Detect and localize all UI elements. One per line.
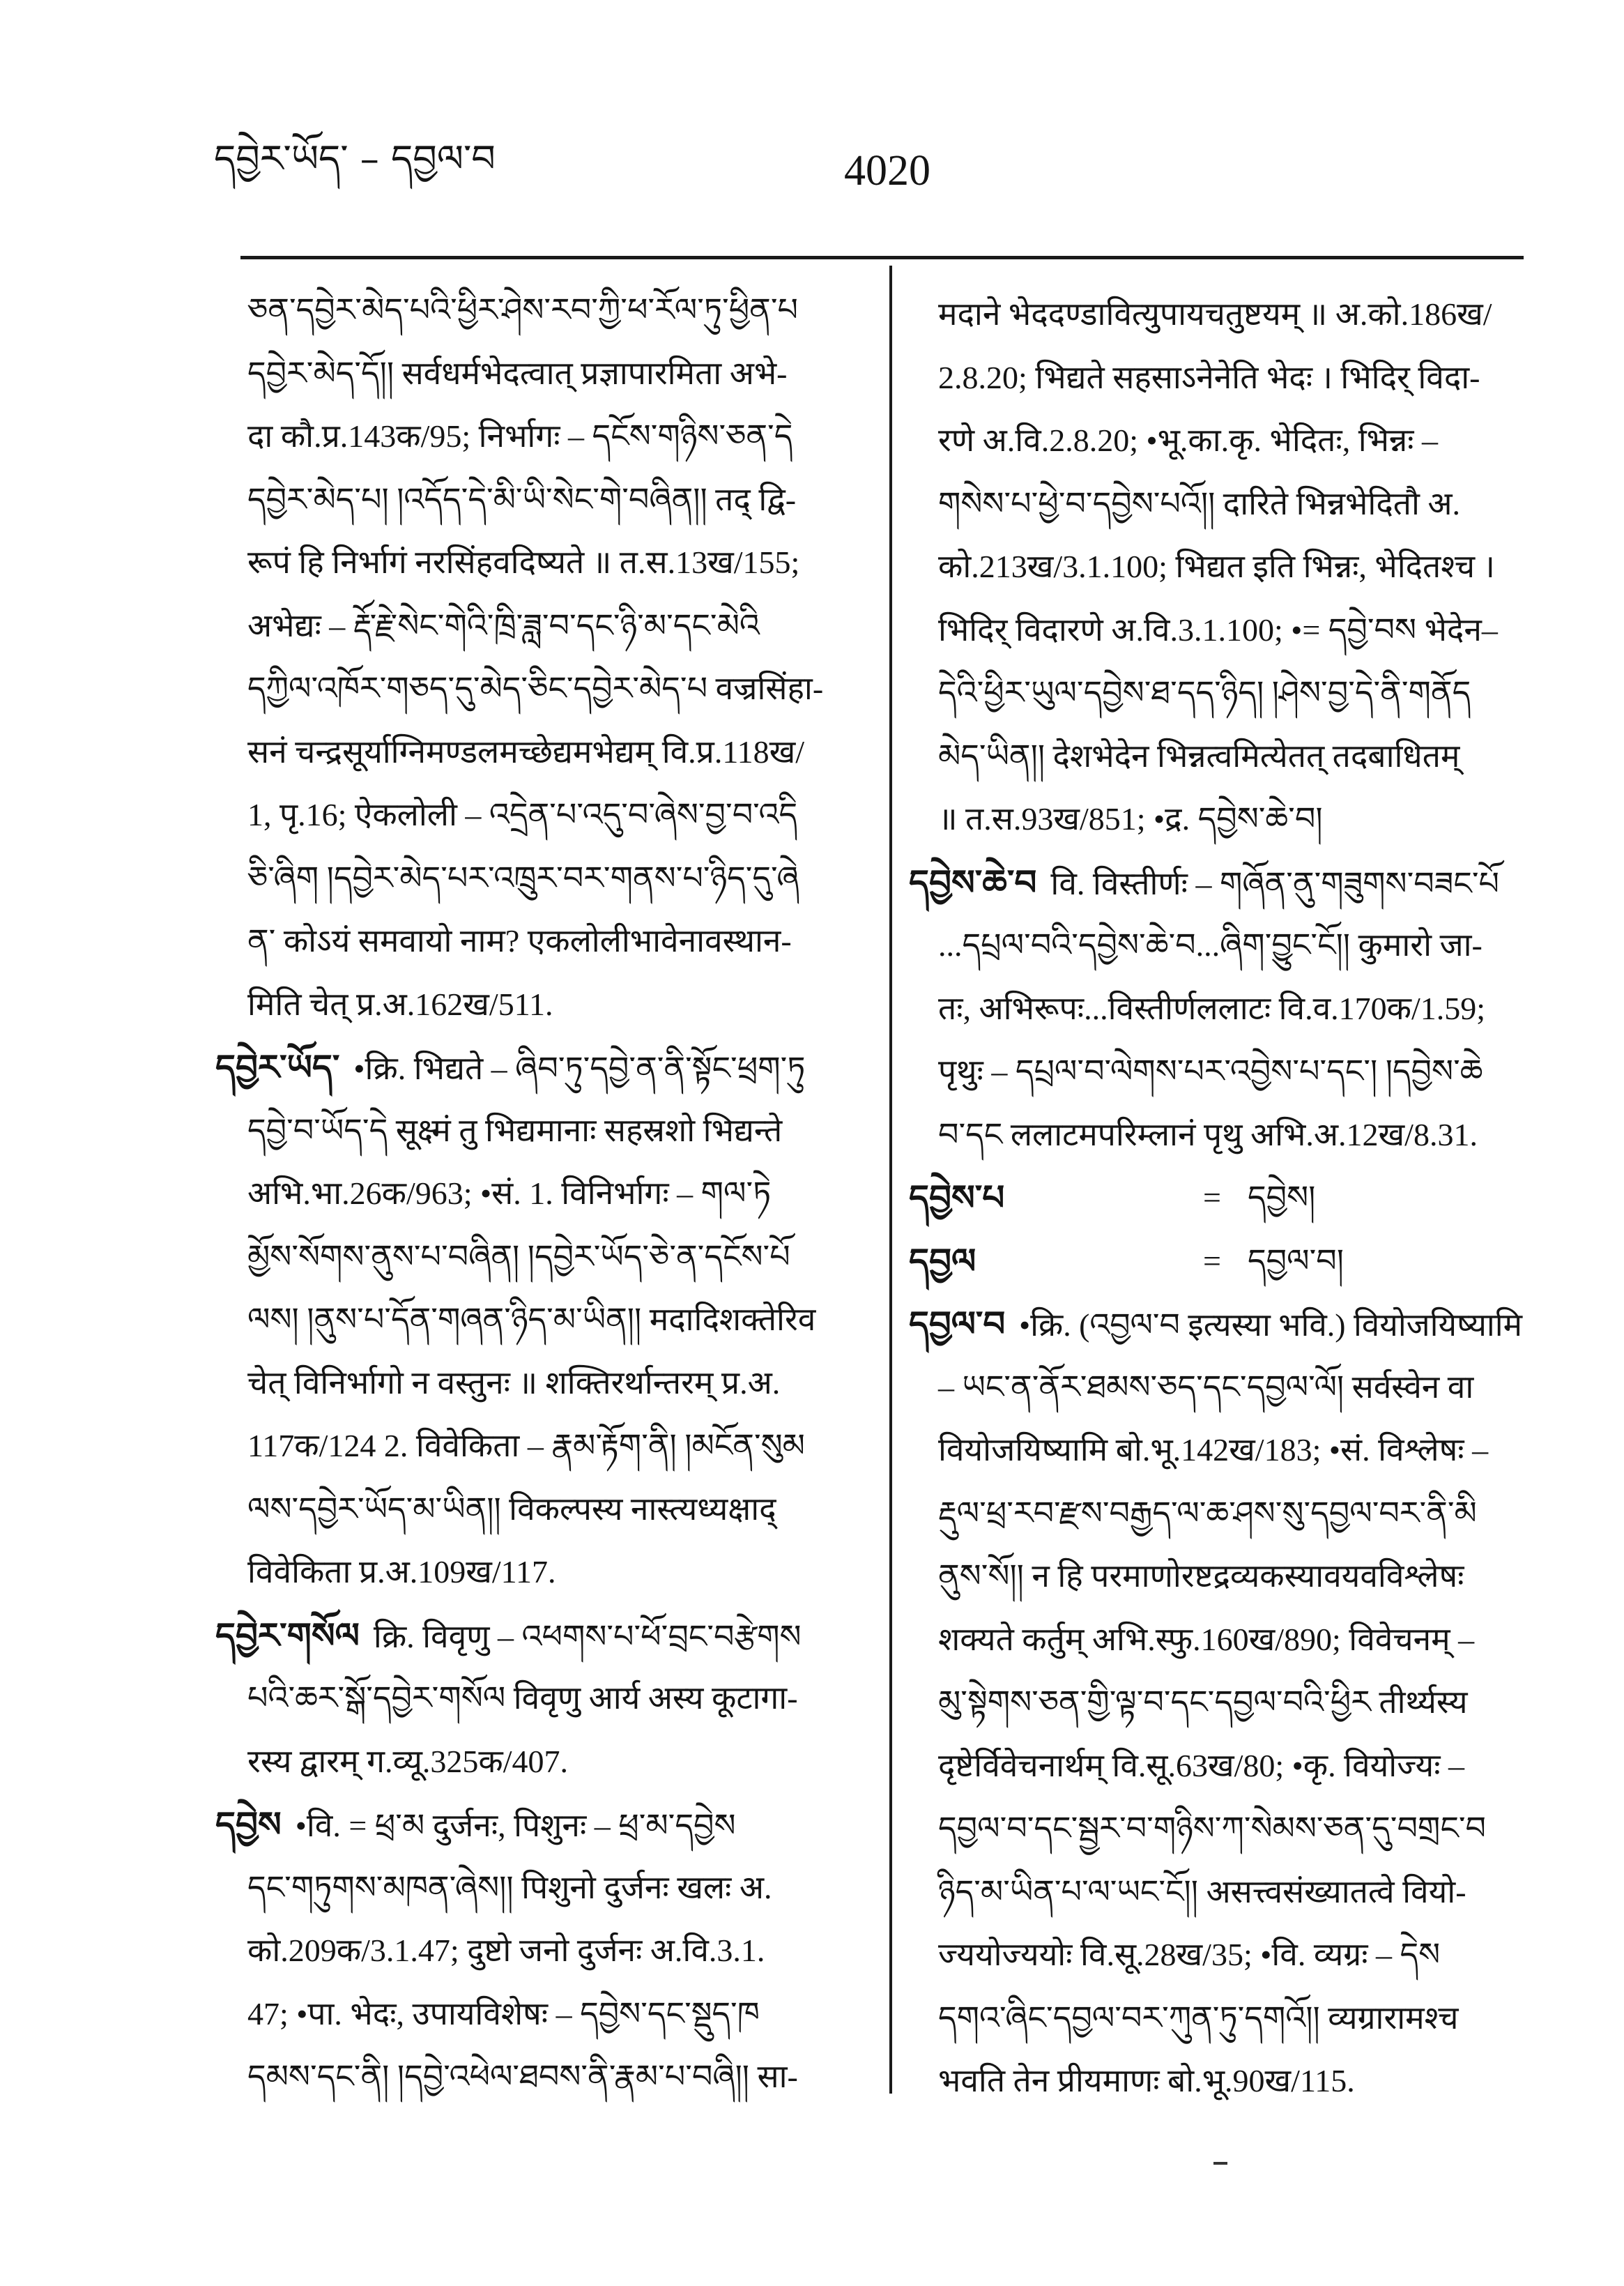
entry-line [213, 2045, 871, 2109]
entry-text: वियोजयिष्यामि बो.भू.142ख/183; •सं. विश्लेषः – [938, 1432, 1489, 1468]
entry-line [213, 1667, 871, 1730]
line-content [247, 973, 553, 1037]
line-content [938, 725, 1460, 788]
entry-line [906, 1608, 1524, 1672]
entry-text: दा कौ.प्र.143क/95; निर्भागः – དངོས་གཉིས་ཅན་དེ [247, 418, 793, 454]
entry-line [213, 1352, 871, 1415]
entry-line [213, 1478, 871, 1541]
entry-text: सनं चन्द्रसूर्याग्निमण्डलमच्छेद्यमभेद्यम् वि.प्र.118ख/ [247, 733, 805, 770]
line-content [938, 1797, 1486, 1861]
entry-text: भिदिर् विदारणे अ.वि.3.1.100; •= དབྱེ་བས भेदेन– [938, 611, 1498, 648]
entry-headword: དབྱེས་ཆེ་བ [909, 861, 1037, 903]
entry-text: རྡུལ་ཕྲ་རབ་རྫས་བརྒྱད་ལ་ཆ་ཤས་སུ་དབྱལ་བར་ནི་མི [938, 1495, 1477, 1531]
entry-text: अभि.भा.26क/963; •सं. 1. विनिर्भागः – གལ་ཏེ [247, 1175, 772, 1211]
entry-line [906, 662, 1524, 725]
entry-text: पृथुः – དཔྲལ་བ་ལེགས་པར་འབྱེས་པ་དང་། །དབྱེས་ཆེ [938, 1053, 1483, 1089]
entry-text: ज्ययोज्ययोः वि.सू.28ख/35; •वि. व्यग्रः – དེས [938, 1937, 1441, 1972]
entry-text: को.209क/3.1.47; दुष्टो जनो दुर्जनः अ.वि.3.1. [247, 1933, 765, 1968]
entry-headword: དབྱེར་གསོལ [215, 1614, 360, 1656]
line-content [938, 1987, 1458, 2050]
line-content [938, 473, 1460, 536]
entry-text: གསེས་པ་ཕྱེ་བ་དབྱེས་པའོ།། दारिते भिन्नभेदितौ अ. [938, 485, 1461, 521]
entry-line [906, 599, 1524, 662]
entry-text: चेत् विनिर्भागो न वस्तुनः ॥ शक्तिरर्थान्तरम् प्र.अ. [247, 1364, 781, 1401]
entry-line [213, 1919, 871, 1983]
entry-line [213, 405, 871, 468]
entry-text: དཀྱིལ་འཁོར་གཅད་དུ་མེད་ཅིང་དབྱེར་མེད་པ वज्रसिंहा- [247, 671, 824, 706]
entry-text: དབྱལ་བ་དང་སྦྱར་བ་གཉིས་ཀ་སེམས་ཅན་དུ་བགྲང་བ [938, 1811, 1487, 1846]
entry-line [906, 346, 1524, 410]
line-content [909, 1293, 1522, 1356]
entry-line [213, 910, 871, 973]
line-content [247, 1919, 765, 1983]
line-content [247, 531, 799, 595]
line-content [938, 914, 1483, 977]
entry-line [906, 1104, 1524, 1167]
entry-headword: དབྱལ་བ [909, 1303, 1006, 1344]
entry-text: क्रि. विवृणु – འཕགས་པ་ཕོ་བྲང་བརྩེགས [373, 1618, 802, 1654]
dictionary-entry [906, 1230, 1524, 1293]
entry-text: བ་དང ललाटमपरिम्लानं पृथु अभि.अ.12ख/8.31. [938, 1116, 1478, 1152]
entry-text: मिति चेत् प्र.अ.162ख/511. [247, 986, 553, 1022]
running-head: དབྱེར་ཡོད་ – དབྱལ་བ [214, 137, 496, 181]
cross-reference-line [906, 1230, 1524, 1293]
line-content [247, 910, 792, 973]
line-content [938, 1671, 1468, 1735]
entry-line [906, 1797, 1524, 1861]
entry-text: •क्रि. (འབྱལ་བ इत्यस्या भवि.) वियोजयिष्यामि [1019, 1307, 1522, 1343]
dictionary-entry [213, 1036, 871, 1604]
line-content [938, 1040, 1483, 1104]
entry-text: ནུས་སོ།། न हि परमाणोरष्टद्रव्यकस्यावयवविश्लेषः [938, 1558, 1464, 1594]
entry-text: ཉིད་མ་ཡིན་པ་ལ་ཡང་ངོ།། असत्त्वसंख्यातत्वे वियो- [938, 1873, 1466, 1910]
line-content [247, 1983, 760, 2046]
line-content [247, 1162, 771, 1226]
entry-line [213, 721, 871, 784]
entry-text: མུ་སྟེགས་ཅན་གྱི་ལྟ་བ་དང་དབྱལ་བའི་ཕྱིར तीर्थ्यस्य [938, 1684, 1468, 1720]
xref-target: དབྱལ་བ། [1248, 1242, 1344, 1279]
entry-line [213, 1541, 871, 1604]
entry-line [213, 342, 871, 406]
entry-line [906, 725, 1524, 788]
entry-text: དབྱེ་བ་ཡོད་དེ सूक्ष्मं तु भिद्यमानाः सहस्रशो भिद्यन्ते [247, 1112, 783, 1148]
entry-text: མེད་ཡིན།། देशभेदेन भिन्नत्वमित्येतत् तदबाधितम् [938, 738, 1460, 774]
entry-text: དབྱེར་མེད་དོ།། सर्वधर्मभेदत्वात् प्रज्ञापारमिता अभे- [247, 355, 788, 391]
entry-text: भवति तेन प्रीयमाणः बो.भू.90ख/115. [938, 2063, 1355, 2098]
entry-text: ན་ कोऽयं समवायो नाम? एकलोलीभावेनावस्थान- [247, 923, 792, 959]
entry-line [213, 847, 871, 910]
entry-line [906, 1356, 1524, 1419]
page-number: 4020 [844, 147, 930, 195]
line-content [247, 657, 823, 721]
line-content [247, 1478, 776, 1541]
line-content [215, 1036, 805, 1099]
xref-equals-sign: = [1203, 1242, 1221, 1279]
line-content [938, 977, 1485, 1041]
left-column [213, 279, 871, 2114]
line-content [247, 405, 792, 468]
line-content [247, 279, 798, 342]
entry-line [906, 1923, 1524, 1987]
entry-line [906, 535, 1524, 599]
line-content [938, 662, 1471, 725]
entry-text: དབྱེར་མེད་པ། །འདོད་དེ་མི་ཡི་སེང་གེ་བཞིན།། तद् द्वि- [247, 481, 797, 517]
entry-line [213, 531, 871, 595]
line-content [938, 599, 1498, 662]
entry-headword: དབྱེས [215, 1804, 282, 1845]
entry-line [213, 973, 871, 1037]
entry-text: विवेकिता प्र.अ.109ख/117. [247, 1554, 556, 1590]
line-content [215, 1793, 736, 1857]
entry-text: मदाने भेददण्डावित्युपायचतुष्टयम् ॥ अ.को.186ख/ [938, 296, 1492, 332]
entry-first-line [213, 1793, 871, 1857]
column-divider [889, 266, 892, 2094]
scan-mark [1213, 2162, 1227, 2165]
entry-text: ལས། །ནུས་པ་དོན་གཞན་ཉིད་མ་ཡིན།། मदादिशक्तेरिव [247, 1302, 816, 1337]
entry-text: – ཡང་ན་ནོར་ཐམས་ཅད་དང་དབྱལ་ལོ། सर्वस्वेन वा [938, 1369, 1474, 1405]
right-column [906, 283, 1524, 2118]
line-content [938, 535, 1495, 599]
entry-line [213, 1288, 871, 1352]
line-content [247, 2045, 798, 2109]
entry-line [213, 279, 871, 342]
entry-text: •क्रि. भिद्यते – ཞིབ་ཏུ་དབྱེ་ན་ནི་སྟོང་ཕྲག་ཏུ [353, 1051, 806, 1086]
line-content [938, 1356, 1473, 1419]
entry-line [906, 1987, 1524, 2050]
entry-line [213, 1099, 871, 1163]
line-content [909, 851, 1499, 915]
line-content [938, 2050, 1355, 2113]
xref-target: དབྱེས། [1248, 1180, 1316, 1215]
dictionary-entry [906, 1293, 1524, 2113]
line-content [247, 342, 788, 406]
xref-equals-sign: = [1203, 1180, 1221, 1215]
entry-line [906, 1545, 1524, 1608]
line-content [247, 1352, 780, 1415]
line-content [938, 1608, 1474, 1672]
entry-text: रस्य द्वारम् ग.व्यू.325क/407. [247, 1743, 568, 1779]
entry-first-line [906, 851, 1524, 915]
entry-continuation [906, 283, 1524, 851]
entry-text: མྱོས་སོགས་ནུས་པ་བཞིན། །དབྱེར་ཡོད་ཅེ་ན་དངོས་པོ [247, 1238, 790, 1274]
line-content [938, 1104, 1478, 1167]
line-content [247, 847, 799, 910]
line-content [938, 1419, 1488, 1482]
entry-text: रणे अ.वि.2.8.20; •भू.का.कृ. भेदितः, भिन्नः – [938, 422, 1438, 458]
cross-reference-line [906, 1166, 1524, 1230]
entry-line [906, 1671, 1524, 1735]
entry-text: པའི་ཆར་སྒོ་དབྱེར་གསོལ विवृणु आर्य अस्य कूटागा- [247, 1680, 798, 1716]
line-content [247, 1667, 798, 1730]
entry-text: वि. विस्तीर्णः – གཞོན་ནུ་གཟུགས་བཟང་པོ [1050, 865, 1499, 901]
entry-text: को.213ख/3.1.100; भिद्यत इति भिन्नः, भेदितश्च । [938, 549, 1495, 584]
entry-line [906, 1735, 1524, 1798]
dictionary-entry [906, 1166, 1524, 1230]
entry-first-line [213, 1604, 871, 1668]
line-content [938, 409, 1438, 473]
entry-first-line [213, 1036, 871, 1099]
entry-line [213, 595, 871, 658]
entry-text: दृष्टेर्विवेचनार्थम् वि.सू.63ख/80; •कृ. वियोज्यः – [938, 1747, 1464, 1783]
line-content [938, 1861, 1466, 1924]
dictionary-entry [213, 1793, 871, 2109]
entry-line [906, 1040, 1524, 1104]
entry-text: शक्यते कर्तुम् अभि.स्फु.160ख/890; विवेचनम् – [938, 1621, 1475, 1657]
line-content [247, 721, 804, 784]
entry-text: तः, अभिरूपः...विस्तीर्णललाटः वि.व.170क/1.59; [938, 990, 1486, 1026]
line-content [247, 468, 796, 532]
line-content [247, 1226, 790, 1289]
entry-line [906, 1419, 1524, 1482]
line-content [247, 1857, 772, 1920]
entry-text: 47; •पा. भेदः, उपायविशेषः – དབྱེས་དང་སྡུད་ཁ [247, 1995, 760, 2032]
line-content [215, 1604, 802, 1668]
entry-text: དམས་དང་ནི། །དབྱེ་འཕེལ་ཐབས་ནི་རྣམ་པ་བཞི།། सा- [247, 2059, 798, 2094]
entry-line [906, 2050, 1524, 2113]
entry-line [906, 977, 1524, 1041]
entry-text: ཅི་ཞིག །དབྱེར་མེད་པར་འཁྲུར་བར་གནས་པ་ཉིད་དུ་ཞེ [247, 860, 799, 896]
line-content [247, 1415, 805, 1478]
entry-line [213, 1983, 871, 2046]
entry-line [213, 1857, 871, 1920]
entry-text: 2.8.20; भिद्यते सहसाऽनेनेति भेदः । भिदिर् विदा- [938, 359, 1480, 395]
line-content [938, 1545, 1464, 1608]
entry-text: •वि. = ཕྲ་མ दुर्जनः, पिशुनः – ཕྲ་མ་དབྱེས [295, 1808, 736, 1843]
entry-text: དེའི་ཕྱིར་ཡུལ་དབྱེས་ཐ་དད་ཉིད། །ཤེས་བྱ་དེ་ནི་གནོད [938, 675, 1471, 710]
xref-headword: དབྱལ [909, 1240, 976, 1281]
entry-line [906, 1861, 1524, 1924]
entry-text: रूपं हि निर्भागं नरसिंहवदिष्यते ॥ त.स.13ख/155; [247, 544, 800, 580]
header-rule [240, 256, 1524, 259]
entry-line [213, 468, 871, 532]
entry-line [213, 784, 871, 847]
entry-headword: དབྱེར་ཡོད་ [215, 1046, 340, 1088]
entry-text: ...དཔྲལ་བའི་དབྱེས་ཆེ་བ...ཞིག་བྱུང་ངོ།། कुमारो जा- [938, 927, 1483, 963]
entry-line [906, 914, 1524, 977]
entry-text: अभेद्यः – རྡོ་རྗེ་སེང་གེའི་ཁྲི་ཟླ་བ་དང་ཉི་མ་དང་མེའི [247, 607, 760, 643]
line-content [938, 346, 1480, 410]
line-content [247, 1099, 782, 1163]
entry-line [213, 1162, 871, 1226]
entry-first-line [906, 1293, 1524, 1356]
line-content [938, 1923, 1440, 1987]
entry-continuation [213, 279, 871, 1036]
entry-line [213, 1730, 871, 1794]
entry-line [906, 1482, 1524, 1546]
entry-line [906, 473, 1524, 536]
line-content [938, 1735, 1464, 1798]
entry-text: 117क/124 2. विवेकिता – རྣམ་རྟོག་ནི། །མངོན་སུམ [247, 1428, 805, 1463]
entry-line [213, 1226, 871, 1289]
line-content [247, 1541, 556, 1604]
entry-text: ལས་དབྱེར་ཡོད་མ་ཡིན།། विकल्पस्य नास्त्यध्यक्षाद् [247, 1491, 776, 1527]
entry-line [906, 283, 1524, 346]
line-content [938, 788, 1323, 851]
line-content [247, 1288, 815, 1352]
entry-text: 1, पृ.16; ऐकलोली – འདྲེན་པ་འདུ་བ་ཞེས་བྱ་བ་འདི [247, 797, 798, 832]
line-content [247, 1730, 568, 1794]
dictionary-entry [213, 1604, 871, 1794]
entry-text: ॥ त.स.93ख/851; •द्र. དབྱེས་ཆེ་བ། [938, 801, 1323, 837]
line-content [247, 595, 760, 658]
entry-line [213, 1415, 871, 1478]
entry-text: དང་གཏུགས་མཁན་ཞེས།། पिशुनो दुर्जनः खलः अ. [247, 1869, 772, 1905]
dictionary-entry [906, 851, 1524, 1167]
entry-text: དགའ་ཞིང་དབྱལ་བར་ཀུན་ཏུ་དགའོ།། व्यग्रारामश्च [938, 1999, 1459, 2036]
entry-line [906, 409, 1524, 473]
xref-headword: དབྱེས་པ [909, 1177, 1005, 1218]
entry-text: ཅན་དབྱེར་མེད་པའི་ཕྱིར་ཤེས་རབ་ཀྱི་ཕ་རོལ་ཏུ་ཕྱིན་པ [247, 292, 799, 328]
line-content [938, 283, 1492, 346]
line-content [938, 1482, 1477, 1546]
entry-line [213, 657, 871, 721]
line-content [247, 784, 797, 847]
entry-line [906, 788, 1524, 851]
